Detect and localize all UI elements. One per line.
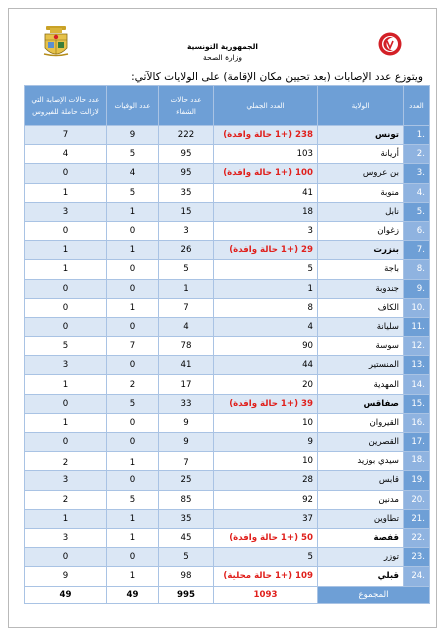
active-count: 0: [25, 317, 107, 336]
deaths-count: 5: [107, 490, 159, 509]
total-cases: 5: [214, 548, 318, 567]
row-number: .6: [404, 221, 430, 240]
governorate-name: بن عروس: [318, 164, 404, 183]
active-count: 4: [25, 145, 107, 164]
active-count: 3: [25, 202, 107, 221]
deaths-count: 0: [107, 221, 159, 240]
table-row: [25, 164, 430, 183]
total-cases: 9: [214, 433, 318, 452]
active-count: 0: [25, 298, 107, 317]
grand-total-cases: 1093: [214, 586, 318, 603]
governorate-name: جندوبة: [318, 279, 404, 298]
governorate-name: تطاوين: [318, 509, 404, 528]
row-number: .10: [404, 298, 430, 317]
total-cases: 109 (+1 حالة محلية): [214, 567, 318, 586]
row-number: .18: [404, 452, 430, 471]
governorate-name: قفصة: [318, 528, 404, 547]
total-cases: 1: [214, 279, 318, 298]
governorate-name: أريانة: [318, 145, 404, 164]
recovered-count: 33: [159, 394, 214, 413]
total-cases: 37: [214, 509, 318, 528]
recovered-count: 26: [159, 241, 214, 260]
active-count: 3: [25, 471, 107, 490]
table-row: [25, 279, 430, 298]
active-count: 0: [25, 279, 107, 298]
deaths-count: 7: [107, 337, 159, 356]
deaths-count: 1: [107, 241, 159, 260]
grand-total-recovered: 995: [159, 586, 214, 603]
cases-by-governorate-table: [24, 85, 430, 604]
row-number: .1: [404, 126, 430, 145]
governorate-name: نابل: [318, 202, 404, 221]
active-count: 0: [25, 221, 107, 240]
deaths-count: 1: [107, 509, 159, 528]
header-active: عدد حالات الإصابة التي لازالت حاملة للفيروس: [25, 86, 107, 126]
active-count: 1: [25, 375, 107, 394]
deaths-count: 1: [107, 528, 159, 547]
total-label: المجموع: [318, 586, 430, 603]
row-number: .24: [404, 567, 430, 586]
table-row: [25, 413, 430, 432]
row-number: .15: [404, 394, 430, 413]
row-number: .23: [404, 548, 430, 567]
red-crescent-logo-icon: [378, 32, 402, 56]
row-number: .9: [404, 279, 430, 298]
table-row: [25, 394, 430, 413]
governorate-name: القصرين: [318, 433, 404, 452]
governorate-name: قبلي: [318, 567, 404, 586]
table-row: [25, 433, 430, 452]
recovered-count: 25: [159, 471, 214, 490]
table-row: [25, 375, 430, 394]
deaths-count: 9: [107, 126, 159, 145]
total-cases: 20: [214, 375, 318, 394]
active-count: 2: [25, 490, 107, 509]
governorate-name: توزر: [318, 548, 404, 567]
table-row: [25, 221, 430, 240]
governorate-name: باجة: [318, 260, 404, 279]
table-row: [25, 337, 430, 356]
table-row: [25, 471, 430, 490]
governorate-name: زغوان: [318, 221, 404, 240]
active-count: 0: [25, 548, 107, 567]
recovered-count: 95: [159, 164, 214, 183]
row-number: .4: [404, 183, 430, 202]
governorate-name: مدنين: [318, 490, 404, 509]
deaths-count: 5: [107, 394, 159, 413]
governorate-name: الكاف: [318, 298, 404, 317]
total-cases: 90: [214, 337, 318, 356]
total-cases: 10: [214, 452, 318, 471]
governorate-name: قابس: [318, 471, 404, 490]
row-number: .11: [404, 317, 430, 336]
row-number: .17: [404, 433, 430, 452]
governorate-name: تونس: [318, 126, 404, 145]
total-cases: 44: [214, 356, 318, 375]
row-number: .19: [404, 471, 430, 490]
governorate-name: سوسة: [318, 337, 404, 356]
recovered-count: 35: [159, 509, 214, 528]
total-cases: 5: [214, 260, 318, 279]
deaths-count: 2: [107, 375, 159, 394]
recovered-count: 41: [159, 356, 214, 375]
total-cases: 92: [214, 490, 318, 509]
table-row: [25, 183, 430, 202]
table-row: [25, 298, 430, 317]
active-count: 3: [25, 528, 107, 547]
recovered-count: 7: [159, 298, 214, 317]
table-row: [25, 356, 430, 375]
row-number: .12: [404, 337, 430, 356]
total-cases: 103: [214, 145, 318, 164]
deaths-count: 0: [107, 548, 159, 567]
header-governorate: الولاية: [318, 86, 404, 126]
recovered-count: 15: [159, 202, 214, 221]
recovered-count: 9: [159, 413, 214, 432]
table-row: [25, 452, 430, 471]
republic-name: الجمهورية التونسية: [187, 42, 258, 51]
header-no: العدد: [404, 86, 430, 126]
active-count: 0: [25, 394, 107, 413]
table-row: [25, 509, 430, 528]
deaths-count: 0: [107, 471, 159, 490]
governorate-name: المهدية: [318, 375, 404, 394]
recovered-count: 85: [159, 490, 214, 509]
table-row: [25, 490, 430, 509]
table-row: [25, 145, 430, 164]
total-cases: 18: [214, 202, 318, 221]
recovered-count: 45: [159, 528, 214, 547]
recovered-count: 95: [159, 145, 214, 164]
row-number: .2: [404, 145, 430, 164]
row-number: .21: [404, 509, 430, 528]
table-row: [25, 567, 430, 586]
total-cases: 8: [214, 298, 318, 317]
total-cases: 29 (+1 حالة وافدة): [214, 241, 318, 260]
recovered-count: 5: [159, 260, 214, 279]
row-number: .22: [404, 528, 430, 547]
table-row: [25, 548, 430, 567]
total-cases: 10: [214, 413, 318, 432]
recovered-count: 3: [159, 221, 214, 240]
header-recovered: عدد حالات الشفاء: [159, 86, 214, 126]
active-count: 1: [25, 241, 107, 260]
ministry-name: وزارة الصحة: [203, 53, 242, 62]
total-cases: 41: [214, 183, 318, 202]
header-deaths: عدد الوفيات: [107, 86, 159, 126]
total-cases: 28: [214, 471, 318, 490]
total-cases: 4: [214, 317, 318, 336]
active-count: 1: [25, 183, 107, 202]
total-cases: 50 (+1 حالة وافدة): [214, 528, 318, 547]
active-count: 1: [25, 260, 107, 279]
governorate-name: المنستير: [318, 356, 404, 375]
recovered-count: 1: [159, 279, 214, 298]
row-number: .5: [404, 202, 430, 221]
recovered-count: 7: [159, 452, 214, 471]
row-number: .3: [404, 164, 430, 183]
total-cases: 100 (+1 حالة وافدة): [214, 164, 318, 183]
active-count: 9: [25, 567, 107, 586]
active-count: 2: [25, 452, 107, 471]
deaths-count: 0: [107, 356, 159, 375]
total-cases: 39 (+1 حالة وافدة): [214, 394, 318, 413]
deaths-count: 0: [107, 260, 159, 279]
row-number: .8: [404, 260, 430, 279]
governorate-name: سليانة: [318, 317, 404, 336]
table-row: [25, 317, 430, 336]
active-count: 1: [25, 509, 107, 528]
governorate-name: صفاقس: [318, 394, 404, 413]
header-total: العدد الجملي: [214, 86, 318, 126]
active-count: 3: [25, 356, 107, 375]
active-count: 1: [25, 413, 107, 432]
intro-sentence: ويتوزع عدد الإصابات (بعد تحيين مكان الإقامة) على الولايات كالآتي:: [131, 71, 423, 83]
governorate-name: منوبة: [318, 183, 404, 202]
deaths-count: 1: [107, 298, 159, 317]
deaths-count: 1: [107, 202, 159, 221]
deaths-count: 1: [107, 452, 159, 471]
governorate-name: القيروان: [318, 413, 404, 432]
recovered-count: 222: [159, 126, 214, 145]
table-row: [25, 241, 430, 260]
total-cases: 238 (+1 حالة وافدة): [214, 126, 318, 145]
total-cases: 3: [214, 221, 318, 240]
deaths-count: 5: [107, 145, 159, 164]
active-count: 0: [25, 433, 107, 452]
deaths-count: 0: [107, 317, 159, 336]
table-row: [25, 528, 430, 547]
row-number: .13: [404, 356, 430, 375]
governorate-name: سيدي بوزيد: [318, 452, 404, 471]
row-number: .14: [404, 375, 430, 394]
table-row: [25, 260, 430, 279]
deaths-count: 0: [107, 279, 159, 298]
row-number: .7: [404, 241, 430, 260]
table-header-row: [25, 86, 430, 126]
table-row: [25, 126, 430, 145]
recovered-count: 5: [159, 548, 214, 567]
recovered-count: 4: [159, 317, 214, 336]
row-number: .20: [404, 490, 430, 509]
recovered-count: 35: [159, 183, 214, 202]
recovered-count: 78: [159, 337, 214, 356]
total-row: [25, 586, 430, 603]
active-count: 5: [25, 337, 107, 356]
deaths-count: 0: [107, 413, 159, 432]
deaths-count: 4: [107, 164, 159, 183]
governorate-name: بنزرت: [318, 241, 404, 260]
letterhead: [0, 0, 445, 70]
active-count: 7: [25, 126, 107, 145]
active-count: 0: [25, 164, 107, 183]
grand-total-deaths: 49: [107, 586, 159, 603]
deaths-count: 0: [107, 433, 159, 452]
grand-total-active: 49: [25, 586, 107, 603]
table-row: [25, 202, 430, 221]
recovered-count: 98: [159, 567, 214, 586]
row-number: .16: [404, 413, 430, 432]
deaths-count: 5: [107, 183, 159, 202]
deaths-count: 1: [107, 567, 159, 586]
recovered-count: 17: [159, 375, 214, 394]
recovered-count: 9: [159, 433, 214, 452]
